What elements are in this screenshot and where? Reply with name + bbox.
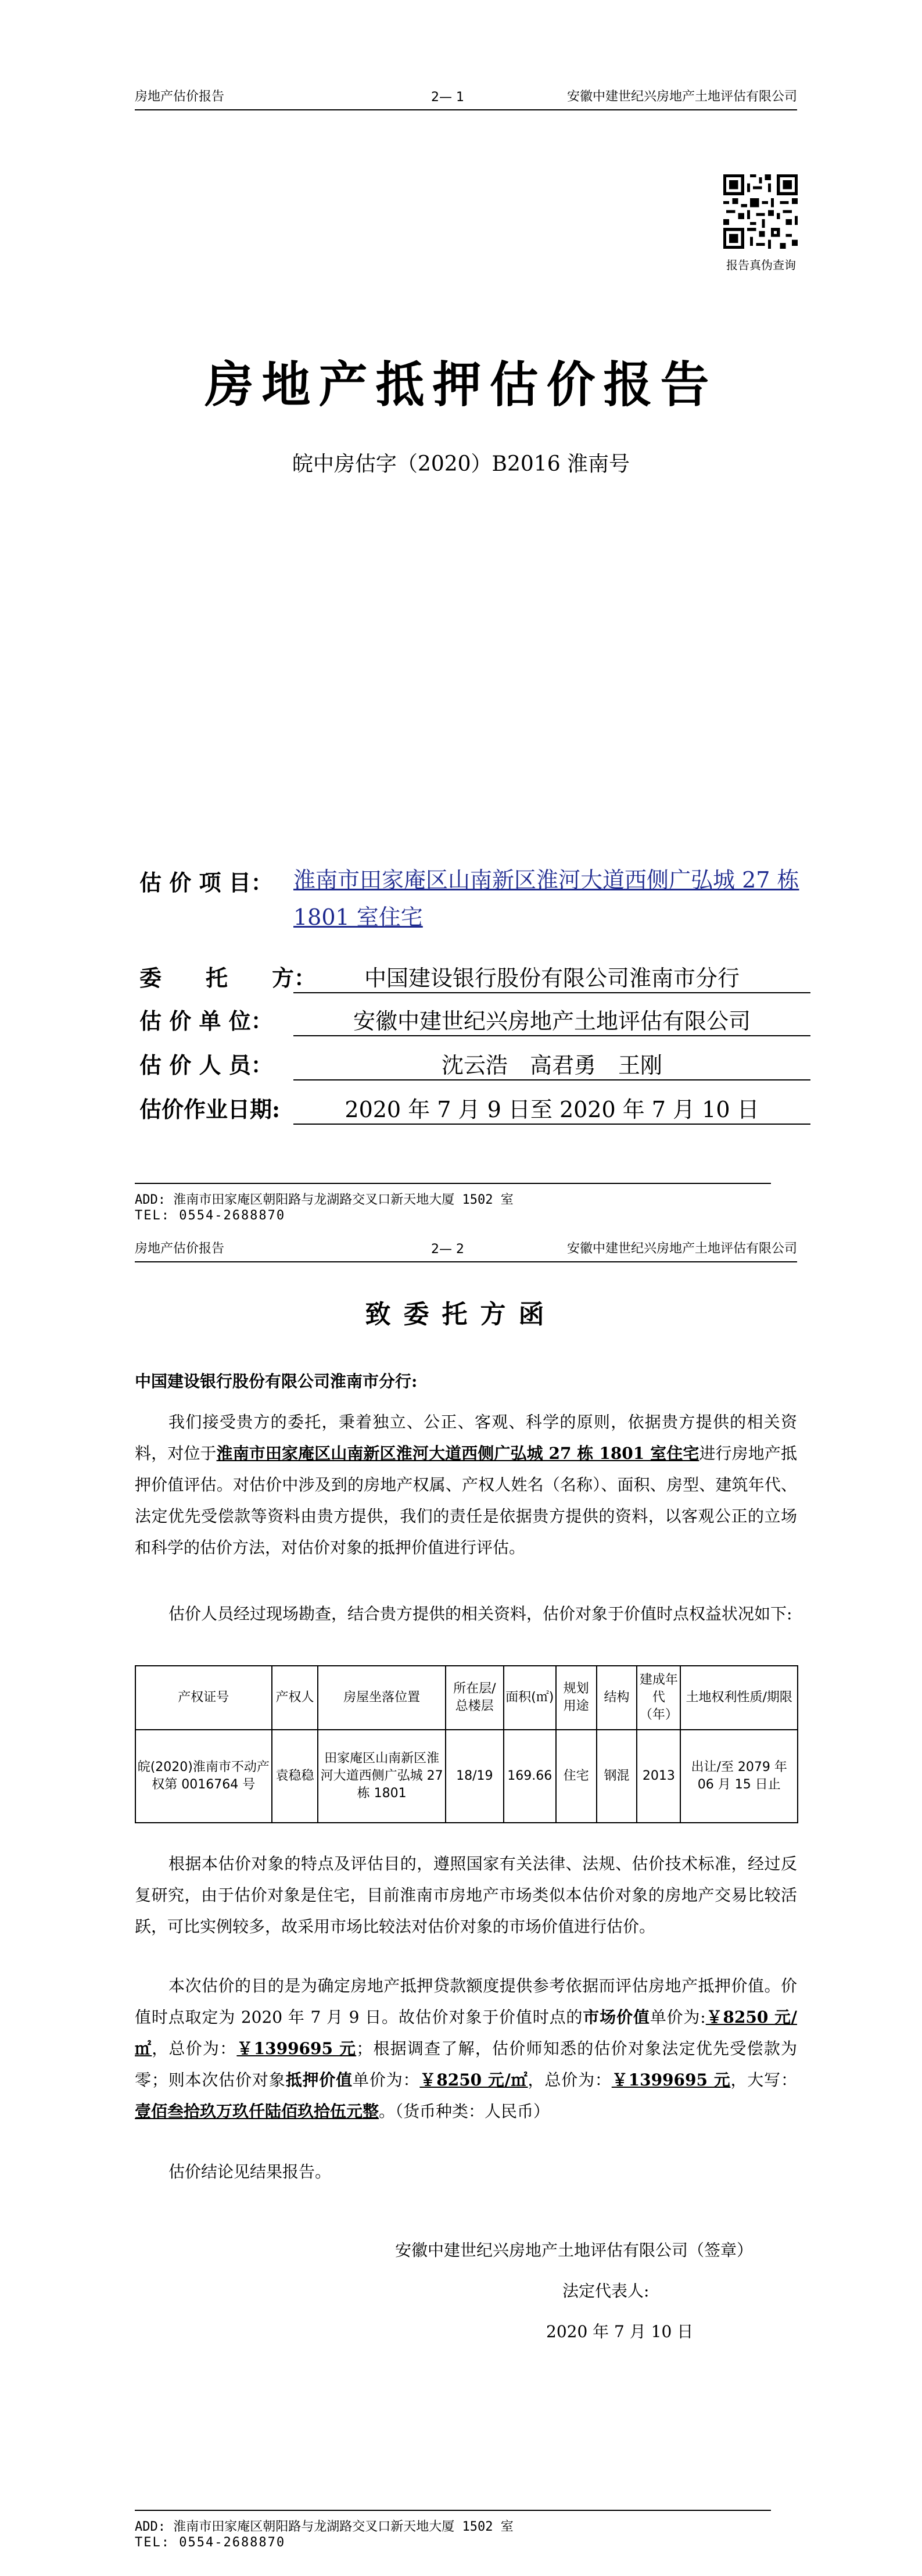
market-total-price: ￥1399695 元: [236, 2039, 357, 2058]
table-header-cell: 产权人: [272, 1666, 318, 1730]
qr-caption: 报告真伪查询: [726, 258, 796, 272]
paragraph-survey: [135, 1598, 797, 1630]
footer-address: ADD: 淮南市田家庵区朝阳路与龙湖路交叉口新天地大厦 1502 室: [135, 2520, 514, 2534]
header-page-number: 2— 1: [431, 90, 464, 105]
amount-in-words: 壹佰叁拾玖万玖仟陆佰玖拾伍元整: [135, 2102, 379, 2121]
table-cell: 皖(2020)淮南市不动产权第 0016764 号: [135, 1730, 272, 1823]
intro-text-cont: 进行房地产抵押价值评估。对估价中涉及到的房地产权属、产权人姓名（名称）、面积、房型、建筑年代、法定优先受偿款等资料由贵方提供，我们的责任是依据贵方提供的资料，以客观公正的立场和科学的估价方法，对估价对象的抵押价值进行评估。: [135, 1444, 797, 1557]
table-header-cell: 结构: [597, 1666, 637, 1730]
method-text: 根据本估价对象的特点及评估目的，遵照国家有关法律、法规、估价技术标准，经过反复研究，由于估价对象是住宅，目前淮南市房地产市场类似本估价对象的房地产交易比较活跃，可比实例较多，故采用市场比较法对估价对象的市场价值进行估价。: [135, 1854, 797, 1936]
table-cell: 出让/至 2079 年 06 月 15 日止: [680, 1730, 798, 1823]
survey-text: 估价人员经过现场勘查，结合贵方提供的相关资料，估价对象于价值时点权益状况如下:: [168, 1604, 792, 1623]
signature-representative: 法定代表人:: [562, 2281, 650, 2300]
footer-phone: TEL: 0554-2688870: [135, 1208, 286, 1223]
table-header-cell: 规划用途: [556, 1666, 597, 1730]
market-unit-price: ￥8250 元/㎡: [135, 2008, 797, 2058]
header-company: 安徽中建世纪兴房地产土地评估有限公司: [566, 1242, 797, 1256]
table-header-cell: 面积(㎡): [504, 1666, 556, 1730]
paragraph-conclusion: [135, 1970, 797, 2127]
footer-divider: [135, 1183, 771, 1184]
property-rights-table: [135, 1665, 798, 1823]
client-value: 中国建设银行股份有限公司淮南市分行: [293, 960, 810, 993]
unit-row: [139, 1003, 819, 1036]
table-header-row: [135, 1666, 798, 1730]
conclusion-text: ，总价为：: [528, 2070, 612, 2090]
conclusion-text: ；根据调查了解，估价师知悉的估价对象法定优先受偿款为零；则本次估价对象: [135, 2039, 797, 2090]
mortgage-total-price: ￥1399695 元: [611, 2070, 731, 2090]
table-cell: 钢混: [597, 1730, 637, 1823]
document-number: 皖中房估字（2020）B2016 淮南号: [292, 452, 630, 476]
cover-page: [0, 0, 922, 1238]
letter-title: 致委托方函: [365, 1300, 557, 1329]
footer-phone: TEL: 0554-2688870: [135, 2535, 286, 2550]
table-header-cell: 房屋坐落位置: [318, 1666, 445, 1730]
project-row: [139, 865, 819, 946]
table-header-cell: 所在层/总楼层: [446, 1666, 504, 1730]
qr-code-icon[interactable]: [723, 174, 798, 249]
table-header-cell: 土地权利性质/期限: [680, 1666, 798, 1730]
table-cell: 田家庵区山南新区淮河大道西侧广弘城 27 栋 1801: [318, 1730, 445, 1823]
addressee: 中国建设银行股份有限公司淮南市分行:: [135, 1372, 418, 1391]
conclusion-text: 单价为：: [353, 2070, 420, 2090]
conclusion-text: ，大写：: [730, 2070, 797, 2090]
header-left: 房地产估价报告: [135, 1242, 225, 1256]
table-cell: 住宅: [556, 1730, 597, 1823]
letter-page: [0, 1238, 922, 2576]
report-title: 房地产抵押估价报告: [205, 356, 717, 413]
table-cell: 2013: [637, 1730, 680, 1823]
conclusion-text: 本次估价的目的是为确定房地产抵押贷款额度提供参考依据而评估房地产抵押价值。价值时点取定为 2020 年 7 月 9 日。故估价对象于价值时点的: [135, 1976, 797, 2027]
result-text: 估价结论见结果报告。: [168, 2162, 332, 2181]
page-header: [135, 1239, 797, 1262]
conclusion-text: 。（货币种类：人民币）: [379, 2102, 550, 2121]
client-label: 委 托 方：: [139, 965, 317, 991]
footer-address: ADD: 淮南市田家庵区朝阳路与龙湖路交叉口新天地大厦 1502 室: [135, 1193, 514, 1207]
date-value: 2020 年 7 月 9 日至 2020 年 7 月 10 日: [293, 1092, 810, 1125]
header-page-number: 2— 2: [431, 1242, 464, 1257]
client-row: [139, 960, 819, 993]
paragraph-intro: [135, 1407, 797, 1564]
header-left: 房地产估价报告: [135, 90, 225, 104]
table-cell: 18/19: [446, 1730, 504, 1823]
unit-value: 安徽中建世纪兴房地产土地评估有限公司: [293, 1003, 810, 1036]
signature-company: 安徽中建世纪兴房地产土地评估有限公司（签章）: [395, 2241, 754, 2260]
conclusion-text: ，总价为：: [152, 2039, 237, 2058]
table-header-cell: 产权证号: [135, 1666, 272, 1730]
table-cell: 袁稳稳: [272, 1730, 318, 1823]
market-value-label: 市场价值: [583, 2008, 650, 2027]
table-row: [135, 1730, 798, 1823]
staff-row: [139, 1047, 819, 1080]
intro-text: 我们接受贵方的委托，秉着独立、公正、客观、科学的原则，依据贵方提供的相关资料，对位于: [135, 1412, 797, 1463]
mortgage-unit-price: ￥8250 元/㎡: [419, 2070, 528, 2090]
table-header-cell: 建成年代（年）: [637, 1666, 680, 1730]
table-cell: 169.66: [504, 1730, 556, 1823]
unit-label: 估 价 单 位：: [139, 1008, 273, 1034]
mortgage-value-label: 抵押价值: [285, 2070, 353, 2090]
footer-divider: [135, 2510, 771, 2511]
date-label: 估价作业日期:: [139, 1096, 281, 1122]
property-address: 淮南市田家庵区山南新区淮河大道西侧广弘城 27 栋 1801 室住宅: [216, 1444, 699, 1463]
page-header: [135, 87, 797, 110]
signature-date: 2020 年 7 月 10 日: [546, 2322, 694, 2341]
header-company: 安徽中建世纪兴房地产土地评估有限公司: [566, 90, 797, 104]
staff-label: 估 价 人 员：: [139, 1052, 273, 1078]
date-row: [139, 1092, 819, 1124]
staff-value: 沈云浩 高君勇 王刚: [293, 1047, 810, 1081]
project-value[interactable]: 淮南市田家庵区山南新区淮河大道西侧广弘城 27 栋 1801 室住宅: [293, 867, 799, 930]
project-label: 估 价 项 目：: [139, 870, 273, 896]
conclusion-text: 单价为:: [650, 2008, 706, 2027]
paragraph-method: [135, 1848, 797, 1942]
paragraph-result: [135, 2156, 797, 2188]
